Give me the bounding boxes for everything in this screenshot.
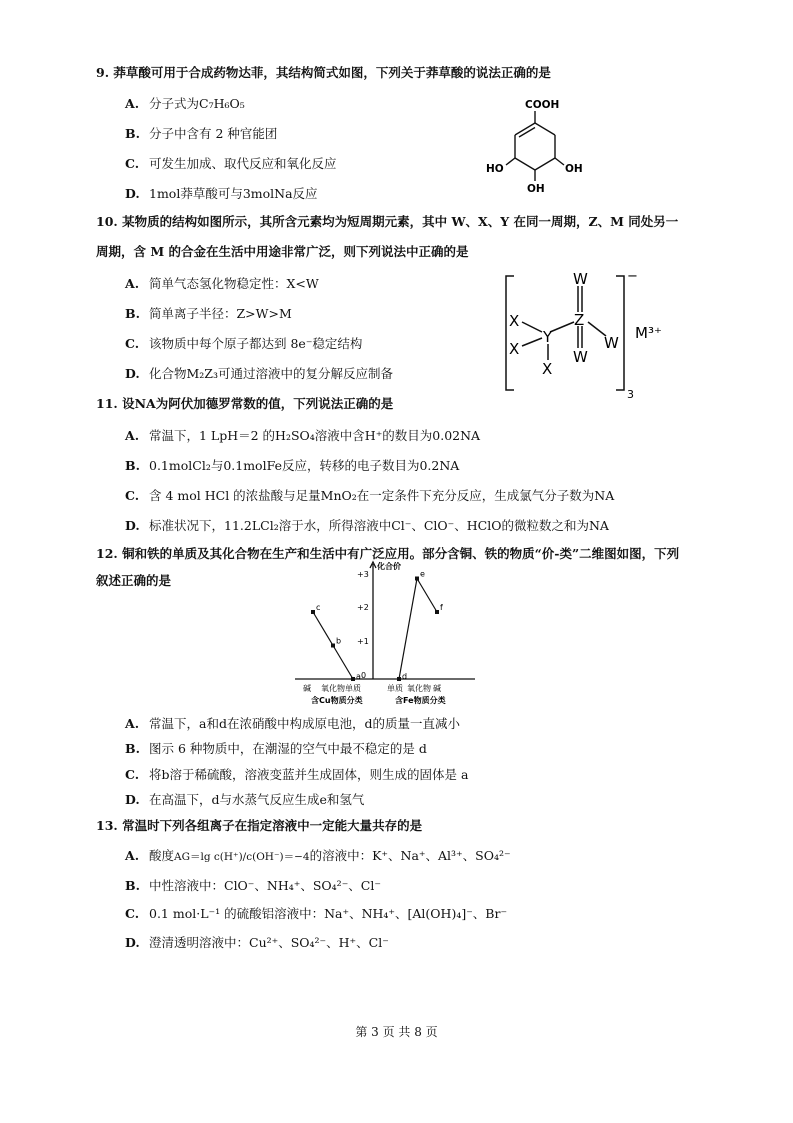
q9-stem: 9. 莽草酸可用于合成药物达菲，其结构简式如图，下列关于莽草酸的说法正确的是 [96, 65, 551, 80]
q13-stem: 13. 常温时下列各组离子在指定溶液中一定能大量共存的是 [96, 818, 423, 833]
q11-option-d [125, 518, 609, 534]
option-text: 在高温下，d与水蒸气反应生成e和氢气 [149, 792, 365, 807]
q10-stem-line2: 周期，含 M 的合金在生活中用途非常广泛，则下列说法中正确的是 [96, 244, 469, 259]
option-text: 常温下，a和d在浓硝酸中构成原电池，d的质量一直减小 [149, 716, 460, 731]
ho-left-label: HO [486, 163, 504, 175]
option-text: 化合物M₂Z₃可通过溶液中的复分解反应制备 [149, 366, 394, 381]
x-tick-label: 单质 [387, 684, 403, 693]
w-top-label: W [573, 270, 588, 288]
data-point-f [435, 610, 439, 614]
option-text: 中性溶液中：ClO⁻、NH₄⁺、SO₄²⁻、Cl⁻ [149, 878, 381, 893]
z-label: Z [574, 311, 585, 329]
charge-label: − [627, 269, 638, 284]
option-label: D. [125, 186, 140, 201]
acidity-formula: AG＝lg c(H⁺)/c(OH⁻)＝−4 [174, 851, 310, 863]
option-label: D. [125, 518, 140, 533]
x-tick-label: 氧化物 [407, 684, 431, 693]
q11-option-a [125, 428, 480, 444]
y-tick-label: +2 [357, 603, 369, 612]
option-label: C. [125, 488, 140, 503]
option-label: B. [125, 306, 140, 321]
q11-option-b [125, 458, 459, 474]
x-label-2: X [509, 340, 520, 358]
option-label: A. [125, 96, 140, 111]
option-text: 0.1 mol·L⁻¹ 的硫酸铝溶液中：Na⁺、NH₄⁺、[Al(OH)₄]⁻、Br⁻ [149, 906, 508, 921]
q11-stem: 11. 设NA为阿伏加德罗常数的值，下列说法正确的是 [96, 396, 394, 411]
q12-stem-line2: 叙述正确的是 [96, 573, 172, 588]
option-text: 简单离子半径：Z>W>M [149, 306, 292, 321]
x-tick-label: 碱 [303, 684, 311, 693]
q13-option-b [125, 878, 381, 894]
oh-bottom-label: OH [527, 183, 545, 195]
point-label-c: c [316, 603, 321, 612]
x-bottom-label: X [542, 360, 553, 378]
cu-axis-caption: 含Cu物质分类 [311, 696, 363, 705]
q11-option-c [125, 488, 614, 504]
oh-right-label: OH [565, 163, 583, 175]
q10-option-a [125, 276, 319, 292]
x-tick-label: 碱 [433, 684, 441, 693]
shikimic-acid-structure [480, 95, 600, 205]
q13-option-a [125, 848, 511, 865]
q12-option-a [125, 716, 460, 732]
option-text: 分子中含有 2 种官能团 [149, 126, 278, 141]
y-tick-label: +1 [357, 637, 369, 646]
q10-option-d [125, 366, 393, 382]
option-label: C. [125, 336, 140, 351]
y-tick-label: +3 [357, 570, 369, 579]
option-text: 标准状况下，11.2LCl₂溶于水，所得溶液中Cl⁻、ClO⁻、HClO的微粒数之和为NA [149, 518, 609, 533]
data-point-c [311, 610, 315, 614]
option-text-post: 的溶液中：K⁺、Na⁺、Al³⁺、SO₄²⁻ [309, 848, 511, 863]
q9-option-b [125, 126, 277, 142]
count-subscript: 3 [627, 388, 634, 400]
option-text: 该物质中每个原子都达到 8e⁻稳定结构 [149, 336, 363, 351]
option-text: 将b溶于稀硫酸，溶液变蓝并生成固体，则生成的固体是 a [149, 767, 469, 782]
q13-option-c [125, 906, 507, 922]
metal-ion-label: M³⁺ [635, 324, 662, 342]
fe-axis-caption: 含Fe物质分类 [395, 696, 446, 705]
option-label: B. [125, 878, 140, 893]
option-label: C. [125, 156, 140, 171]
option-label: C. [125, 767, 140, 782]
q12-option-d [125, 792, 364, 808]
q10-ion-structure [500, 268, 690, 400]
option-label: D. [125, 935, 140, 950]
option-label: A. [125, 848, 140, 863]
q10-stem-line1: 10. 某物质的结构如图所示，其所含元素均为短周期元素，其中 W、X、Y 在同一周期，Z、M 同处另一 [96, 214, 679, 229]
x-tick-label: 单质 [345, 684, 361, 693]
point-label-a: a [356, 672, 361, 681]
y-tick-label: 0 [361, 671, 367, 680]
q12-option-b [125, 741, 427, 757]
x-tick-label: 氧化物 [321, 684, 345, 693]
option-text: 可发生加成、取代反应和氧化反应 [149, 156, 337, 171]
point-label-e: e [420, 569, 425, 579]
data-point-b [331, 644, 335, 648]
data-point-a [351, 677, 355, 681]
option-label: B. [125, 458, 140, 473]
data-point-d [397, 677, 401, 681]
option-text-pre: 酸度 [149, 848, 175, 863]
data-point-e [415, 577, 419, 581]
option-text: 分子式为C₇H₆O₅ [149, 96, 245, 111]
option-text: 0.1molCl₂与0.1molFe反应，转移的电子数目为0.2NA [149, 458, 460, 473]
w-right-label: W [604, 334, 619, 352]
q9-option-a [125, 96, 245, 112]
w-bottom-label: W [573, 348, 588, 366]
option-label: B. [125, 741, 140, 756]
option-label: B. [125, 126, 140, 141]
q9-option-c [125, 156, 337, 172]
page-footer: 第 3 页 共 8 页 [355, 1025, 438, 1039]
cooh-label: COOH [525, 99, 560, 111]
option-text: 1mol莽草酸可与3molNa反应 [149, 186, 318, 201]
option-label: D. [125, 792, 140, 807]
option-text: 含 4 mol HCl 的浓盐酸与足量MnO₂在一定条件下充分反应，生成氯气分子数为NA [149, 488, 615, 503]
q9-option-d [125, 186, 318, 202]
option-text: 简单气态氢化物稳定性：X<W [149, 276, 319, 291]
option-text: 澄清透明溶液中：Cu²⁺、SO₄²⁻、H⁺、Cl⁻ [149, 935, 389, 950]
q10-option-b [125, 306, 292, 322]
option-label: A. [125, 428, 140, 443]
point-label-d: d [402, 672, 408, 681]
series-line [399, 579, 437, 680]
q12-option-c [125, 767, 468, 783]
x-label-1: X [509, 312, 520, 330]
point-label-b: b [336, 636, 342, 646]
q12-stem-line1: 12. 铜和铁的单质及其化合物在生产和生活中有广泛应用。部分含铜、铁的物质“价-类”二维图如图，下列 [96, 546, 680, 561]
y-label: Y [543, 328, 553, 346]
option-label: C. [125, 906, 140, 921]
option-text: 常温下，1 LpH＝2 的H₂SO₄溶液中含H⁺的数目为0.02NA [149, 428, 481, 443]
valence-class-chart [295, 558, 485, 710]
option-label: A. [125, 716, 140, 731]
option-text: 图示 6 种物质中，在潮湿的空气中最不稳定的是 d [149, 741, 427, 756]
q13-option-d [125, 935, 389, 951]
y-axis-title: 化合价 [377, 562, 401, 571]
point-label-f: f [440, 603, 443, 612]
option-label: D. [125, 366, 140, 381]
q10-option-c [125, 336, 362, 352]
option-label: A. [125, 276, 140, 291]
